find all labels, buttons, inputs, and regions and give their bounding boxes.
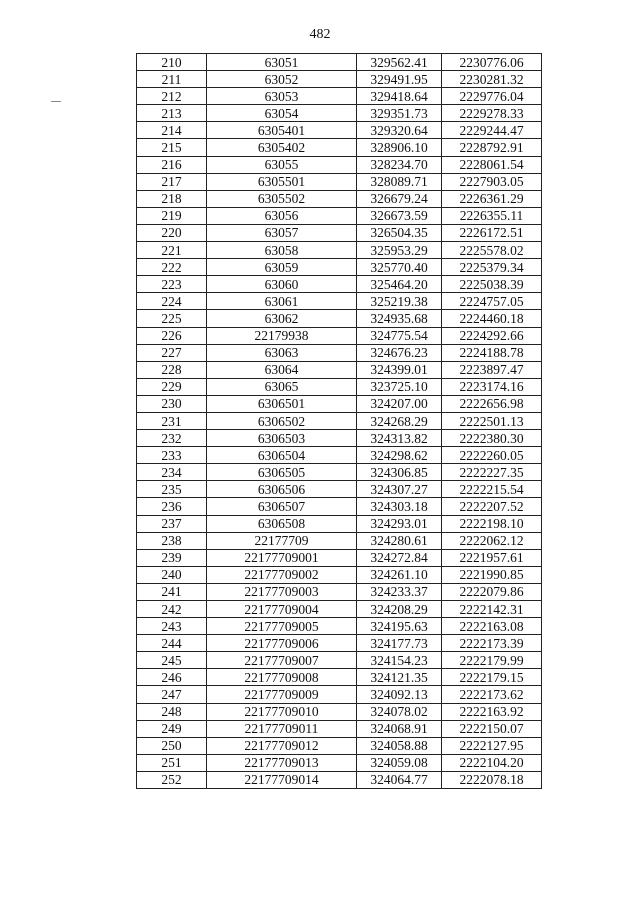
table-row (137, 720, 542, 737)
row-number-cell: 235 (137, 481, 207, 498)
x-coordinate-cell: 324280.61 (357, 532, 442, 549)
table-row (137, 754, 542, 771)
y-coordinate-cell: 2221957.61 (442, 549, 542, 566)
table-row (137, 54, 542, 71)
row-number-cell: 252 (137, 771, 207, 788)
table-row (137, 139, 542, 156)
table-row (137, 430, 542, 447)
table-row (137, 105, 542, 122)
y-coordinate-cell: 2225379.34 (442, 259, 542, 276)
row-number-cell: 232 (137, 430, 207, 447)
y-coordinate-cell: 2222127.95 (442, 737, 542, 754)
y-coordinate-cell: 2225038.39 (442, 276, 542, 293)
table-row (137, 190, 542, 207)
y-coordinate-cell: 2222163.92 (442, 703, 542, 720)
point-id-cell: 6305502 (207, 190, 357, 207)
x-coordinate-cell: 324293.01 (357, 515, 442, 532)
y-coordinate-cell: 2224460.18 (442, 310, 542, 327)
table-row (137, 583, 542, 600)
table-row (137, 515, 542, 532)
y-coordinate-cell: 2222179.15 (442, 669, 542, 686)
table-row (137, 224, 542, 241)
row-number-cell: 222 (137, 259, 207, 276)
table-row (137, 276, 542, 293)
y-coordinate-cell: 2223897.47 (442, 361, 542, 378)
x-coordinate-cell: 323725.10 (357, 378, 442, 395)
point-id-cell: 63053 (207, 88, 357, 105)
x-coordinate-cell: 324092.13 (357, 686, 442, 703)
x-coordinate-cell: 325770.40 (357, 259, 442, 276)
y-coordinate-cell: 2222150.07 (442, 720, 542, 737)
page-number: 482 (309, 27, 331, 42)
row-number-cell: 243 (137, 618, 207, 635)
y-coordinate-cell: 2226172.51 (442, 224, 542, 241)
table-row (137, 327, 542, 344)
x-coordinate-cell: 324935.68 (357, 310, 442, 327)
y-coordinate-cell: 2222163.08 (442, 618, 542, 635)
coordinates-table (136, 53, 542, 789)
point-id-cell: 63055 (207, 156, 357, 173)
point-id-cell: 22177709006 (207, 635, 357, 652)
table-row (137, 669, 542, 686)
point-id-cell: 6306504 (207, 447, 357, 464)
y-coordinate-cell: 2222501.13 (442, 412, 542, 429)
y-coordinate-cell: 2224292.66 (442, 327, 542, 344)
y-coordinate-cell: 2222227.35 (442, 464, 542, 481)
table-row (137, 686, 542, 703)
table-row (137, 173, 542, 190)
row-number-cell: 231 (137, 412, 207, 429)
table-row (137, 498, 542, 515)
x-coordinate-cell: 324306.85 (357, 464, 442, 481)
row-number-cell: 246 (137, 669, 207, 686)
y-coordinate-cell: 2228792.91 (442, 139, 542, 156)
point-id-cell: 6306508 (207, 515, 357, 532)
point-id-cell: 22177709011 (207, 720, 357, 737)
y-coordinate-cell: 2222380.30 (442, 430, 542, 447)
table-row (137, 378, 542, 395)
point-id-cell: 6306507 (207, 498, 357, 515)
row-number-cell: 220 (137, 224, 207, 241)
y-coordinate-cell: 2228061.54 (442, 156, 542, 173)
point-id-cell: 22177709007 (207, 652, 357, 669)
row-number-cell: 247 (137, 686, 207, 703)
point-id-cell: 22177709001 (207, 549, 357, 566)
row-number-cell: 233 (137, 447, 207, 464)
row-number-cell: 218 (137, 190, 207, 207)
y-coordinate-cell: 2226361.29 (442, 190, 542, 207)
point-id-cell: 22177709013 (207, 754, 357, 771)
table-row (137, 447, 542, 464)
point-id-cell: 63061 (207, 293, 357, 310)
x-coordinate-cell: 324233.37 (357, 583, 442, 600)
point-id-cell: 6305401 (207, 122, 357, 139)
point-id-cell: 6305402 (207, 139, 357, 156)
y-coordinate-cell: 2230281.32 (442, 71, 542, 88)
x-coordinate-cell: 324177.73 (357, 635, 442, 652)
y-coordinate-cell: 2222260.05 (442, 447, 542, 464)
y-coordinate-cell: 2227903.05 (442, 173, 542, 190)
x-coordinate-cell: 329418.64 (357, 88, 442, 105)
row-number-cell: 228 (137, 361, 207, 378)
x-coordinate-cell: 326679.24 (357, 190, 442, 207)
row-number-cell: 244 (137, 635, 207, 652)
table-row (137, 88, 542, 105)
x-coordinate-cell: 324078.02 (357, 703, 442, 720)
table-row (137, 532, 542, 549)
row-number-cell: 236 (137, 498, 207, 515)
y-coordinate-cell: 2223174.16 (442, 378, 542, 395)
x-coordinate-cell: 324676.23 (357, 344, 442, 361)
y-coordinate-cell: 2222173.62 (442, 686, 542, 703)
table-row (137, 618, 542, 635)
table-row (137, 737, 542, 754)
point-id-cell: 63052 (207, 71, 357, 88)
x-coordinate-cell: 324208.29 (357, 601, 442, 618)
point-id-cell: 22177709003 (207, 583, 357, 600)
table-row (137, 703, 542, 720)
y-coordinate-cell: 2225578.02 (442, 242, 542, 259)
x-coordinate-cell: 324195.63 (357, 618, 442, 635)
y-coordinate-cell: 2222104.20 (442, 754, 542, 771)
point-id-cell: 63058 (207, 242, 357, 259)
table-row (137, 481, 542, 498)
y-coordinate-cell: 2222078.18 (442, 771, 542, 788)
x-coordinate-cell: 325464.20 (357, 276, 442, 293)
point-id-cell: 22177709010 (207, 703, 357, 720)
table-row (137, 156, 542, 173)
row-number-cell: 234 (137, 464, 207, 481)
point-id-cell: 63054 (207, 105, 357, 122)
row-number-cell: 242 (137, 601, 207, 618)
x-coordinate-cell: 326504.35 (357, 224, 442, 241)
x-coordinate-cell: 329491.95 (357, 71, 442, 88)
y-coordinate-cell: 2221990.85 (442, 566, 542, 583)
x-coordinate-cell: 324298.62 (357, 447, 442, 464)
x-coordinate-cell: 324399.01 (357, 361, 442, 378)
x-coordinate-cell: 325953.29 (357, 242, 442, 259)
x-coordinate-cell: 324261.10 (357, 566, 442, 583)
y-coordinate-cell: 2222207.52 (442, 498, 542, 515)
x-coordinate-cell: 324068.91 (357, 720, 442, 737)
table-row (137, 71, 542, 88)
row-number-cell: 210 (137, 54, 207, 71)
y-coordinate-cell: 2224188.78 (442, 344, 542, 361)
table-row (137, 344, 542, 361)
row-number-cell: 217 (137, 173, 207, 190)
x-coordinate-cell: 328906.10 (357, 139, 442, 156)
x-coordinate-cell: 324064.77 (357, 771, 442, 788)
point-id-cell: 63062 (207, 310, 357, 327)
table-body (137, 54, 542, 789)
point-id-cell: 22179938 (207, 327, 357, 344)
table-row (137, 635, 542, 652)
table-row (137, 310, 542, 327)
row-number-cell: 214 (137, 122, 207, 139)
row-number-cell: 215 (137, 139, 207, 156)
row-number-cell: 223 (137, 276, 207, 293)
y-coordinate-cell: 2222215.54 (442, 481, 542, 498)
row-number-cell: 245 (137, 652, 207, 669)
y-coordinate-cell: 2222142.31 (442, 601, 542, 618)
point-id-cell: 6305501 (207, 173, 357, 190)
y-coordinate-cell: 2229776.04 (442, 88, 542, 105)
x-coordinate-cell: 324272.84 (357, 549, 442, 566)
y-coordinate-cell: 2224757.05 (442, 293, 542, 310)
point-id-cell: 6306502 (207, 412, 357, 429)
table-row (137, 771, 542, 788)
point-id-cell: 63056 (207, 207, 357, 224)
x-coordinate-cell: 324058.88 (357, 737, 442, 754)
point-id-cell: 22177709002 (207, 566, 357, 583)
x-coordinate-cell: 324303.18 (357, 498, 442, 515)
row-number-cell: 251 (137, 754, 207, 771)
y-coordinate-cell: 2222198.10 (442, 515, 542, 532)
row-number-cell: 230 (137, 395, 207, 412)
table-row (137, 652, 542, 669)
table-row (137, 259, 542, 276)
row-number-cell: 239 (137, 549, 207, 566)
row-number-cell: 216 (137, 156, 207, 173)
row-number-cell: 221 (137, 242, 207, 259)
point-id-cell: 63063 (207, 344, 357, 361)
row-number-cell: 211 (137, 71, 207, 88)
point-id-cell: 22177709004 (207, 601, 357, 618)
point-id-cell: 22177709009 (207, 686, 357, 703)
row-number-cell: 240 (137, 566, 207, 583)
x-coordinate-cell: 325219.38 (357, 293, 442, 310)
y-coordinate-cell: 2230776.06 (442, 54, 542, 71)
row-number-cell: 219 (137, 207, 207, 224)
row-number-cell: 225 (137, 310, 207, 327)
x-coordinate-cell: 324154.23 (357, 652, 442, 669)
point-id-cell: 22177709014 (207, 771, 357, 788)
table-row (137, 293, 542, 310)
table-row (137, 601, 542, 618)
row-number-cell: 212 (137, 88, 207, 105)
x-coordinate-cell: 324207.00 (357, 395, 442, 412)
x-coordinate-cell: 328234.70 (357, 156, 442, 173)
point-id-cell: 6306505 (207, 464, 357, 481)
table-row (137, 395, 542, 412)
point-id-cell: 6306501 (207, 395, 357, 412)
x-coordinate-cell: 328089.71 (357, 173, 442, 190)
y-coordinate-cell: 2226355.11 (442, 207, 542, 224)
table-row (137, 549, 542, 566)
point-id-cell: 63064 (207, 361, 357, 378)
row-number-cell: 226 (137, 327, 207, 344)
point-id-cell: 22177709005 (207, 618, 357, 635)
y-coordinate-cell: 2222079.86 (442, 583, 542, 600)
row-number-cell: 229 (137, 378, 207, 395)
point-id-cell: 63065 (207, 378, 357, 395)
x-coordinate-cell: 324307.27 (357, 481, 442, 498)
x-coordinate-cell: 329351.73 (357, 105, 442, 122)
x-coordinate-cell: 324775.54 (357, 327, 442, 344)
x-coordinate-cell: 324313.82 (357, 430, 442, 447)
point-id-cell: 63060 (207, 276, 357, 293)
point-id-cell: 22177709 (207, 532, 357, 549)
table-row (137, 242, 542, 259)
point-id-cell: 63051 (207, 54, 357, 71)
x-coordinate-cell: 326673.59 (357, 207, 442, 224)
table-row (137, 464, 542, 481)
row-number-cell: 213 (137, 105, 207, 122)
x-coordinate-cell: 329562.41 (357, 54, 442, 71)
x-coordinate-cell: 324268.29 (357, 412, 442, 429)
point-id-cell: 6306506 (207, 481, 357, 498)
y-coordinate-cell: 2222062.12 (442, 532, 542, 549)
x-coordinate-cell: 324121.35 (357, 669, 442, 686)
table-row (137, 361, 542, 378)
row-number-cell: 237 (137, 515, 207, 532)
point-id-cell: 22177709012 (207, 737, 357, 754)
margin-mark (51, 101, 61, 102)
row-number-cell: 250 (137, 737, 207, 754)
row-number-cell: 238 (137, 532, 207, 549)
point-id-cell: 63057 (207, 224, 357, 241)
table-row (137, 566, 542, 583)
y-coordinate-cell: 2229278.33 (442, 105, 542, 122)
y-coordinate-cell: 2229244.47 (442, 122, 542, 139)
y-coordinate-cell: 2222656.98 (442, 395, 542, 412)
point-id-cell: 63059 (207, 259, 357, 276)
row-number-cell: 224 (137, 293, 207, 310)
table-row (137, 122, 542, 139)
row-number-cell: 227 (137, 344, 207, 361)
row-number-cell: 241 (137, 583, 207, 600)
row-number-cell: 248 (137, 703, 207, 720)
table-row (137, 207, 542, 224)
y-coordinate-cell: 2222179.99 (442, 652, 542, 669)
point-id-cell: 22177709008 (207, 669, 357, 686)
x-coordinate-cell: 324059.08 (357, 754, 442, 771)
y-coordinate-cell: 2222173.39 (442, 635, 542, 652)
table-row (137, 412, 542, 429)
point-id-cell: 6306503 (207, 430, 357, 447)
x-coordinate-cell: 329320.64 (357, 122, 442, 139)
row-number-cell: 249 (137, 720, 207, 737)
